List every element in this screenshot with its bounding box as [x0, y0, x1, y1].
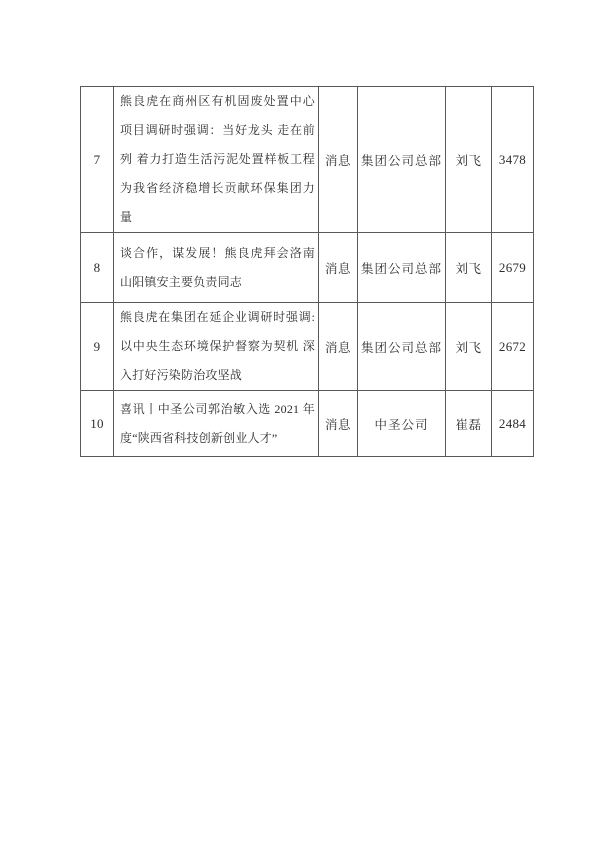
title-cell: 熊良虎在集团在延企业调研时强调: 以中央生态环境保护督察为契机 深入打好污染防治攻坚战: [114, 303, 319, 391]
news-list-table: [80, 86, 534, 457]
views-cell: 2672: [492, 303, 534, 391]
author-cell: 崔磊: [446, 391, 492, 457]
title-cell: 熊良虎在商州区有机固废处置中心项目调研时强调：当好龙头 走在前列 着力打造生活污泥处置样板工程 为我省经济稳增长贡献环保集团力量: [114, 87, 319, 233]
title-cell: 谈合作，谋发展！熊良虎拜会洛南山阳镇安主要负责同志: [114, 233, 319, 303]
author-cell: 刘飞: [446, 87, 492, 233]
row-index-cell: 9: [81, 303, 114, 391]
views-cell: 3478: [492, 87, 534, 233]
views-cell: 2679: [492, 233, 534, 303]
department-cell: 中圣公司: [358, 391, 446, 457]
views-cell: 2484: [492, 391, 534, 457]
row-index-cell: 10: [81, 391, 114, 457]
department-cell: 集团公司总部: [358, 87, 446, 233]
row-index-cell: 7: [81, 87, 114, 233]
table-row: [81, 391, 534, 457]
table-row: [81, 303, 534, 391]
title-cell: 喜讯丨中圣公司郭治敏入选 2021 年度“陕西省科技创新创业人才”: [114, 391, 319, 457]
type-cell: 消息: [319, 233, 358, 303]
table-row: [81, 233, 534, 303]
type-cell: 消息: [319, 303, 358, 391]
author-cell: 刘飞: [446, 233, 492, 303]
type-cell: 消息: [319, 87, 358, 233]
type-cell: 消息: [319, 391, 358, 457]
row-index-cell: 8: [81, 233, 114, 303]
author-cell: 刘飞: [446, 303, 492, 391]
table-row: [81, 87, 534, 233]
department-cell: 集团公司总部: [358, 233, 446, 303]
department-cell: 集团公司总部: [358, 303, 446, 391]
